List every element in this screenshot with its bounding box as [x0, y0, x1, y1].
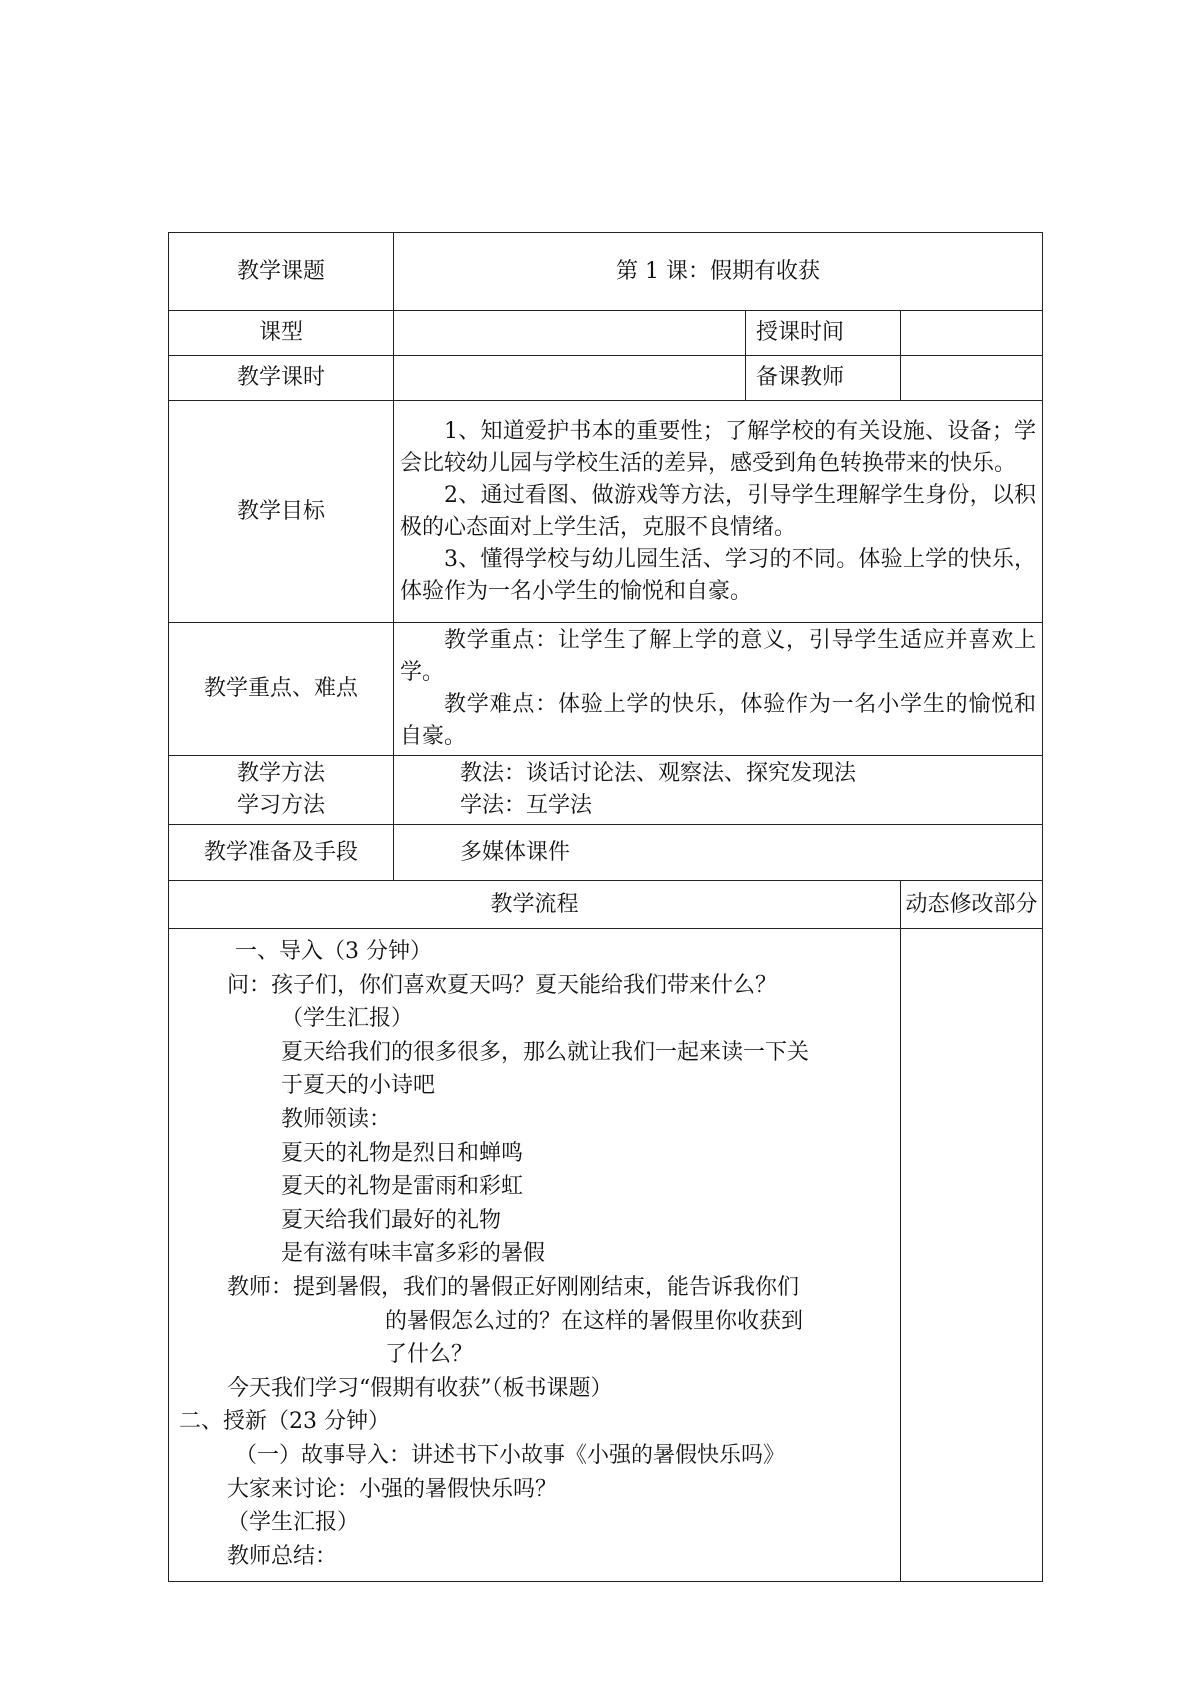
keypoints-row — [169, 623, 1043, 756]
method-labels — [169, 756, 394, 825]
flow-line: （学生汇报） — [281, 1006, 414, 1032]
flow-line: 夏天的礼物是雷雨和彩虹 — [281, 1174, 524, 1200]
flow-line: （一）故事导入：讲述书下小故事《小强的暑假快乐吗》 — [235, 1442, 786, 1468]
flow-line: 了什么？ — [385, 1342, 474, 1368]
goals-content — [394, 401, 1043, 623]
flow-line: 二、授新（23 分钟） — [179, 1409, 390, 1435]
hours-row — [169, 356, 1043, 401]
goal-3: 3、懂得学校与幼儿园生活、学习的不同。体验上学的快乐，体验作为一名小学生的愉悦和自豪。 — [400, 546, 1037, 604]
dynamic-header: 动态修改部分 — [901, 881, 1043, 929]
goals-label: 教学目标 — [169, 401, 394, 623]
flow-line: 一、导入（3 分钟） — [235, 939, 432, 964]
time-value — [901, 311, 1043, 356]
teacher-label: 备课教师 — [746, 356, 901, 401]
flow-line: 教师：提到暑假，我们的暑假正好刚刚结束，能告诉我你们 — [227, 1274, 800, 1300]
prep-value: 多媒体课件 — [460, 839, 571, 865]
lesson-title: 第 1 课：假期有收获 — [394, 233, 1043, 311]
flow-line: 大家来讨论：小强的暑假快乐吗？ — [227, 1476, 558, 1502]
flow-header-row — [169, 881, 1043, 929]
method-row — [169, 756, 1043, 825]
flow-line: 的暑假怎么过的？在这样的暑假里你收获到 — [385, 1308, 804, 1334]
flow-line: 是有滋有味丰富多彩的暑假 — [281, 1241, 546, 1267]
hours-value — [394, 356, 746, 401]
dynamic-content — [901, 929, 1043, 1582]
topic-label: 教学课题 — [169, 233, 394, 311]
flow-line: （学生汇报） — [227, 1510, 360, 1536]
flow-line: 问：孩子们，你们喜欢夏天吗？夏天能给我们带来什么？ — [227, 972, 778, 998]
type-value — [394, 311, 746, 356]
flow-row — [169, 929, 1043, 1582]
flow-line: 夏天给我们最好的礼物 — [281, 1207, 502, 1233]
flow-header: 教学流程 — [169, 881, 901, 929]
teaching-method-label: 教学方法 — [236, 761, 325, 786]
type-label: 课型 — [169, 311, 394, 356]
prep-label: 教学准备及手段 — [169, 825, 394, 881]
goals-row — [169, 401, 1043, 623]
flow-line: 今天我们学习“假期有收获”（板书课题） — [227, 1375, 613, 1401]
flow-content — [169, 929, 901, 1582]
flow-line: 于夏天的小诗吧 — [281, 1073, 436, 1099]
learning-method-label: 学习方法 — [236, 793, 325, 818]
topic-row — [169, 233, 1043, 311]
flow-line: 夏天给我们的很多很多，那么就让我们一起来读一下关 — [281, 1039, 810, 1065]
flow-line: 夏天的礼物是烈日和蝉鸣 — [281, 1140, 524, 1166]
keypoints-label: 教学重点、难点 — [169, 623, 394, 756]
method-values — [394, 756, 1043, 825]
prep-value-cell — [394, 825, 1043, 881]
keypoint-focus: 教学重点：让学生了解上学的意义，引导学生适应并喜欢上学。 — [400, 628, 1037, 685]
flow-line: 教师总结： — [227, 1543, 338, 1569]
keypoint-difficulty: 教学难点：体验上学的快乐，体验作为一名小学生的愉悦和自豪。 — [400, 692, 1037, 749]
time-label: 授课时间 — [746, 311, 901, 356]
hours-label: 教学课时 — [169, 356, 394, 401]
goal-1: 1、知道爱护书本的重要性；了解学校的有关设施、设备；学会比较幼儿园与学校生活的差异，感受到角色转换带来的快乐。 — [400, 418, 1037, 476]
keypoints-content — [394, 623, 1043, 756]
prep-row — [169, 825, 1043, 881]
learning-method-value: 学法：互学法 — [460, 793, 593, 818]
goal-2: 2、通过看图、做游戏等方法，引导学生理解学生身份，以积极的心态面对上学生活，克服不良情绪。 — [400, 482, 1037, 540]
flow-line: 教师领读： — [281, 1106, 392, 1132]
teacher-value — [901, 356, 1043, 401]
lesson-plan-table — [168, 232, 1043, 1582]
teaching-method-value: 教法：谈话讨论法、观察法、探究发现法 — [460, 761, 857, 786]
type-row — [169, 311, 1043, 356]
